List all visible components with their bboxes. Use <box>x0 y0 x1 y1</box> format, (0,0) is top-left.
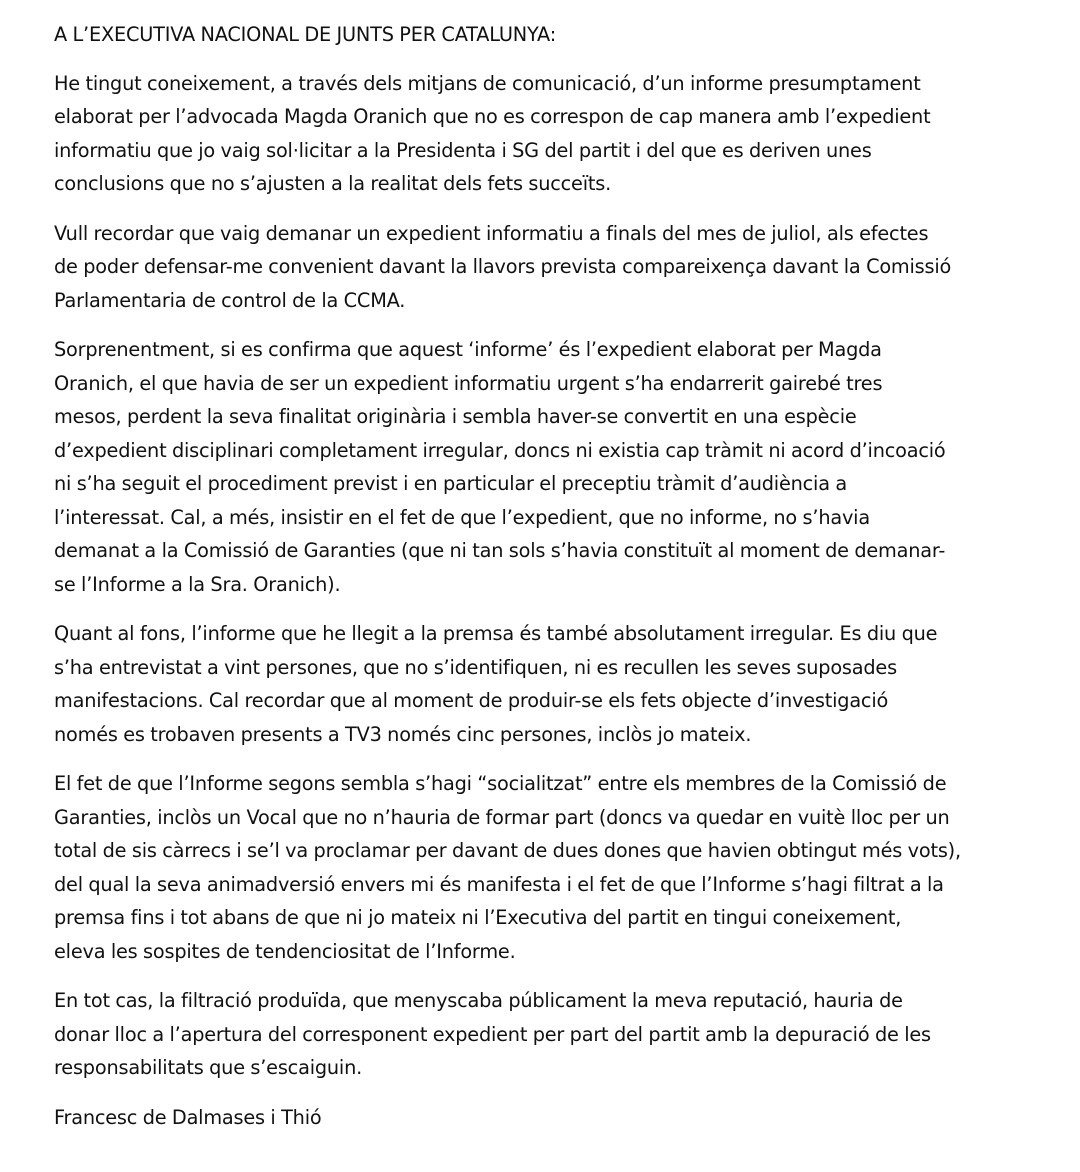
paragraph-4: Quant al fons, l’informe que he llegit a la premsa és també absolutament irregular. Es diu que s’ha entrevistat a vint persones, que no s’identifiquen, ni es recullen les seves suposades manifestacions. Cal recordar que al moment de produir-se els fets objecte d’investigació només es trobaven presents a TV3 només cinc persones, inclòs jo mateix. <box>54 622 938 746</box>
letter-heading: A L’EXECUTIVA NACIONAL DE JUNTS PER CATALUNYA: <box>54 23 556 46</box>
paragraph-2: Vull recordar que vaig demanar un expedient informatiu a finals del mes de juliol, als efectes de poder defensar-me convenient davant la llavors prevista compareixença davant la Comissió Parlamentaria de control de la CCMA. <box>54 221 952 312</box>
paragraph-3: Sorprenentment, si es confirma que aquest ‘informe’ és l’expedient elaborat per Magda Oranich, el que havia de ser un expedient informatiu urgent s’ha endarrerit gairebé tres mesos, perdent la seva finalitat originària i sembla haver-se convertit en una espècie d’expedient disciplinari completament irregular, doncs ni existia cap tràmit ni acord d’incoació ni s’ha seguit el procediment previst i en particular el preceptiu tràmit d’audiència a l’interessat. Cal, a més, insistir en el fet de que l’expedient, que no informe, no s’havia demanat a la Comissió de Garanties (que ni tan sols s’havia constituït al moment de demanar- se l’Informe a la Sra. Oranich). <box>54 338 946 596</box>
letter-document <box>54 18 1054 1134</box>
signature: Francesc de Dalmases i Thió <box>54 1105 322 1129</box>
paragraph-5: El fet de que l’Informe segons sembla s’hagi “socialitzat” entre els membres de la Comissió de Garanties, inclòs un Vocal que no n’hauria de formar part (doncs va quedar en vuitè lloc per un total de sis càrrecs i se’l va proclamar per davant de dues dones que havien obtingut més vots), del qual la seva animadversió envers mi és manifesta i el fet de que l’Informe s’hagi filtrat a la premsa fins i tot abans de que ni jo mateix ni l’Executiva del partit en tingui coneixement, eleva les sospites de tendenciositat de l’Informe. <box>54 772 961 963</box>
paragraph-6: En tot cas, la filtració produïda, que menyscaba públicament la meva reputació, hauria de donar lloc a l’apertura del corresponent expedient per part del partit amb la depuració de les responsabilitats que s’escaiguin. <box>54 989 931 1079</box>
paragraph-1: He tingut coneixement, a través dels mitjans de comunicació, d’un informe presumptament elaborat per l’advocada Magda Oranich que no es correspon de cap manera amb l’expedient informatiu que jo vaig sol·licitar a la Presidenta i SG del partit i del que es deriven unes conclusions que no s’ajusten a la realitat dels fets succeïts. <box>54 71 931 195</box>
